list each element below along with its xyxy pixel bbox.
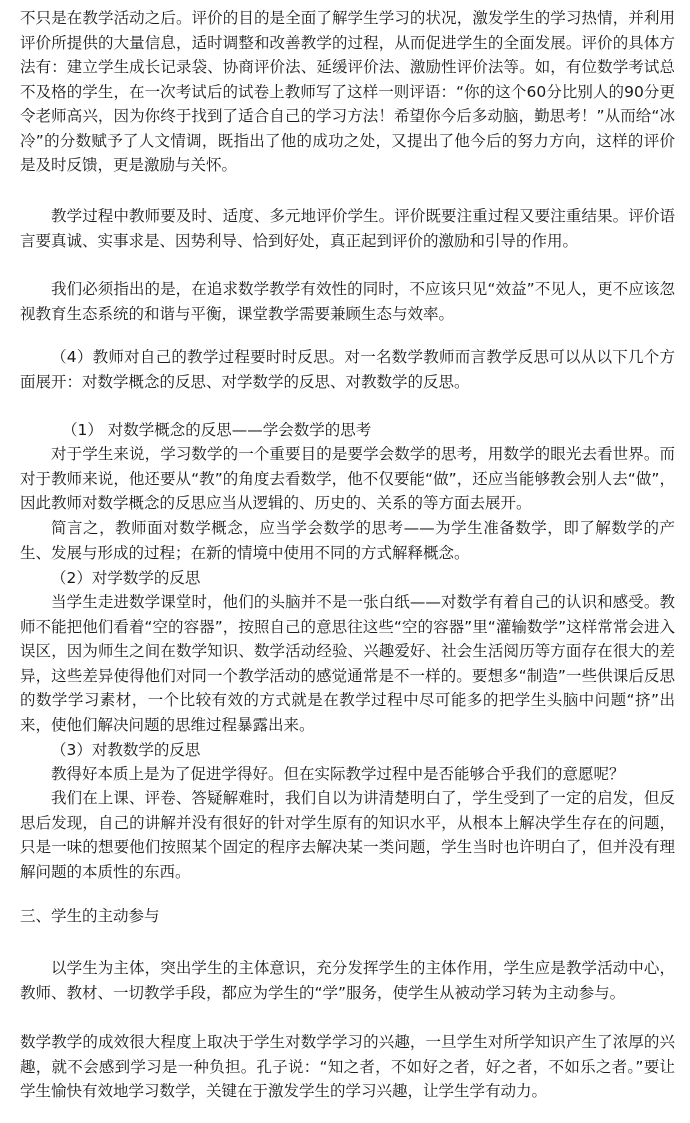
paragraph-learning-reflection: 当学生走进数学课堂时，他们的头脑并不是一张白纸——对数学有着自己的认识和感受。教师不能把他们看着“空的容器”，按照自己的意思往这些“空的容器”里“灌输数学”这样常常会进入误区，因为师生之间在数学知识、数学活动经验、兴趣爱好、社会生活阅历等方面存在很大的差异，这些差异使得他们对同一个教学活动的感觉通常是不一样的。要想多“制造”一些供课后反思的数学学习素材，一个比较有效的方式就是在教学过程中尽可能多的把学生头脑中问题“挤”出来，使他们解决问题的思维过程暴露出来。 [20,593,675,734]
paragraph-concept-reflection: 对于学生来说，学习数学的一个重要目的是要学会数学的思考，用数学的眼光去看世界。而对于教师来说，他还要从“教”的角度去看数学，他不仅要能“做”，还应当能够教会别人去“做”，因此教师对数学概念的反思应当从逻辑的、历史的、关系的等方面去展开。 [20,445,675,512]
paragraph-teacher-reflection: （4）教师对自己的教学过程要时时反思。对一名数学教师而言教学反思可以从以下几个方面展开：对数学概念的反思、对学数学的反思、对教数学的反思。 [20,348,675,391]
paragraph-timely-evaluation: 教学过程中教师要及时、适度、多元地评价学生。评价既要注重过程又要注重结果。评价语言要真诚、实事求是、因势利导、恰到好处，真正起到评价的激励和引导的作用。 [20,207,675,250]
paragraph-student-centered: 以学生为主体，突出学生的主体意识，充分发挥学生的主体作用，学生应是教学活动中心，教师、教材、一切教学手段，都应为学生的“学”服务，使学生从被动学习转为主动参与。 [20,959,675,1002]
subheading-learning-reflection: （2）对学数学的反思 [51,569,201,587]
paragraph-teaching-problem: 我们在上课、评卷、答疑解难时，我们自以为讲清楚明白了，学生受到了一定的启发，但反思后发现，自己的讲解并没有很好的针对学生原有的知识水平，从根本上解决学生存在的问题，只是一味的想要他们按照某个固定的程序去解决某一类问题，学生当时也许明白了，但并没有理解问题的本质性的东西。 [20,789,675,881]
paragraph-interest: 数学教学的成效很大程度上取决于学生对数学学习的兴趣，一旦学生对所学知识产生了浓厚的兴趣，就不会感到学习是一种负担。孔子说：“知之者，不如好之者，好之者，不如乐之者。”要让学生愉快有效地学习数学，关键在于激发学生的学习兴趣，让学生学有动力。 [20,1033,675,1100]
subheading-concept-reflection: （1） 对数学概念的反思——学会数学的思考 [62,421,372,439]
paragraph-evaluation-purpose: 不只是在教学活动之后。评价的目的是全面了解学生学习的状况，激发学生的学习热情，并利用评价所提供的大量信息，适时调整和改善教学的过程，从而促进学生的全面发展。评价的具体方法有：建立学生成长记录袋、协商评价法、延缓评价法、激励性评价法等。如，有位数学考试总不及格的学生，在一次考试后的试卷上教师写了这样一则评语：“你的这个60分比别人的90分更令老师高兴，因为你终于找到了适合自己的学习方法！希望你今后多动脑，勤思考！”从而给“冰冷”的分数赋予了人文情调，既指出了他的成功之处，又提出了他今后的努力方向，这样的评价是及时反馈，更是激励与关怀。 [20,9,675,174]
paragraph-ecology-efficiency: 我们必须指出的是，在追求数学教学有效性的同时，不应该只见“效益”不见人，更不应该忽视教育生态系统的和谐与平衡，课堂教学需要兼顾生态与效率。 [20,280,675,323]
paragraph-teach-well: 教得好本质上是为了促进学得好。但在实际教学过程中是否能够合乎我们的意愿呢？ [51,765,625,783]
subheading-teaching-reflection: （3）对教数学的反思 [51,741,201,759]
section-heading-active-participation: 三、学生的主动参与 [20,907,160,925]
paragraph-concept-summary: 简言之，教师面对数学概念，应当学会数学的思考——为学生准备数学，即了解数学的产生、发展与形成的过程；在新的情境中使用不同的方式解释概念。 [20,519,675,562]
